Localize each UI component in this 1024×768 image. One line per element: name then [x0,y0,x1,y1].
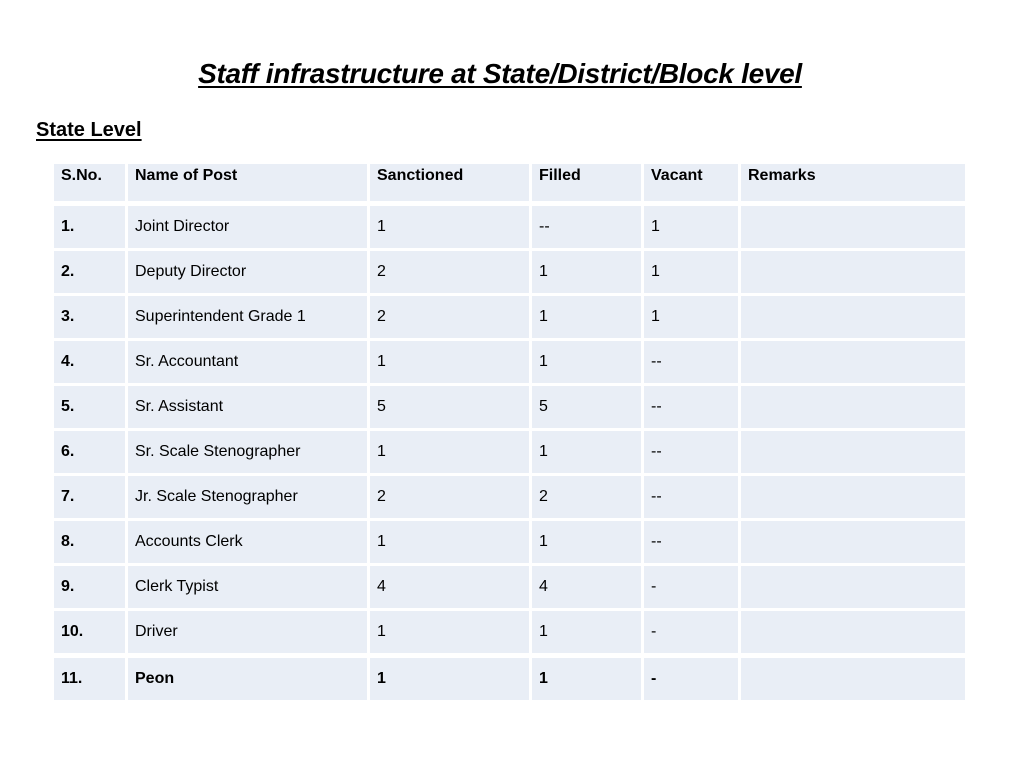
cell-filled: 1 [531,340,643,385]
cell-vacant: -- [643,340,740,385]
cell-vacant: -- [643,475,740,520]
cell-filled: -- [531,204,643,250]
cell-filled: 4 [531,565,643,610]
cell-vacant: 1 [643,250,740,295]
cell-filled: 1 [531,610,643,656]
cell-remarks [740,340,967,385]
cell-sno: 11. [53,656,127,702]
cell-vacant: 1 [643,204,740,250]
cell-name-of-post: Sr. Accountant [127,340,369,385]
column-header-filled: Filled [531,163,643,204]
cell-sno: 1. [53,204,127,250]
table-row-total [53,656,967,702]
cell-vacant: - [643,565,740,610]
cell-name-of-post: Deputy Director [127,250,369,295]
table-header-row [53,163,967,204]
column-header-name-of-post: Name of Post [127,163,369,204]
table-row [53,520,967,565]
cell-sanctioned: 2 [369,250,531,295]
cell-sno: 8. [53,520,127,565]
cell-filled: 2 [531,475,643,520]
cell-sanctioned: 1 [369,520,531,565]
cell-remarks [740,430,967,475]
table-row [53,204,967,250]
cell-remarks [740,565,967,610]
column-header-vacant: Vacant [643,163,740,204]
table-row [53,385,967,430]
column-header-sanctioned: Sanctioned [369,163,531,204]
cell-filled: 1 [531,430,643,475]
cell-sno: 3. [53,295,127,340]
cell-name-of-post: Accounts Clerk [127,520,369,565]
cell-vacant: -- [643,385,740,430]
table-row [53,340,967,385]
column-header-remarks: Remarks [740,163,967,204]
table-row [53,250,967,295]
cell-vacant: -- [643,430,740,475]
cell-sanctioned: 2 [369,475,531,520]
cell-sno: 9. [53,565,127,610]
cell-filled: 1 [531,295,643,340]
cell-name-of-post: Driver [127,610,369,656]
table-row [53,610,967,656]
column-header-sno: S.No. [53,163,127,204]
page-title: Staff infrastructure at State/District/Block level [198,58,802,89]
table-row [53,295,967,340]
cell-sno: 5. [53,385,127,430]
cell-filled: 1 [531,656,643,702]
cell-sno: 6. [53,430,127,475]
cell-remarks [740,250,967,295]
cell-sanctioned: 1 [369,610,531,656]
cell-remarks [740,610,967,656]
cell-sanctioned: 5 [369,385,531,430]
cell-vacant: 1 [643,295,740,340]
cell-vacant: - [643,656,740,702]
cell-remarks [740,204,967,250]
cell-sno: 4. [53,340,127,385]
cell-sanctioned: 1 [369,656,531,702]
cell-name-of-post: Peon [127,656,369,702]
cell-name-of-post: Sr. Assistant [127,385,369,430]
cell-sanctioned: 2 [369,295,531,340]
table-row [53,475,967,520]
cell-name-of-post: Sr. Scale Stenographer [127,430,369,475]
cell-sanctioned: 1 [369,340,531,385]
cell-name-of-post: Clerk Typist [127,565,369,610]
cell-vacant: -- [643,520,740,565]
table-row [53,565,967,610]
cell-sanctioned: 1 [369,430,531,475]
cell-vacant: - [643,610,740,656]
cell-remarks [740,385,967,430]
cell-filled: 1 [531,250,643,295]
cell-filled: 5 [531,385,643,430]
section-heading: State Level [36,119,142,141]
cell-filled: 1 [531,520,643,565]
cell-name-of-post: Jr. Scale Stenographer [127,475,369,520]
cell-sno: 7. [53,475,127,520]
cell-remarks [740,520,967,565]
cell-sno: 2. [53,250,127,295]
staff-table [51,161,968,703]
cell-sanctioned: 4 [369,565,531,610]
cell-remarks [740,475,967,520]
cell-remarks [740,295,967,340]
cell-sanctioned: 1 [369,204,531,250]
table-row [53,430,967,475]
cell-sno: 10. [53,610,127,656]
cell-remarks [740,656,967,702]
cell-name-of-post: Superintendent Grade 1 [127,295,369,340]
cell-name-of-post: Joint Director [127,204,369,250]
